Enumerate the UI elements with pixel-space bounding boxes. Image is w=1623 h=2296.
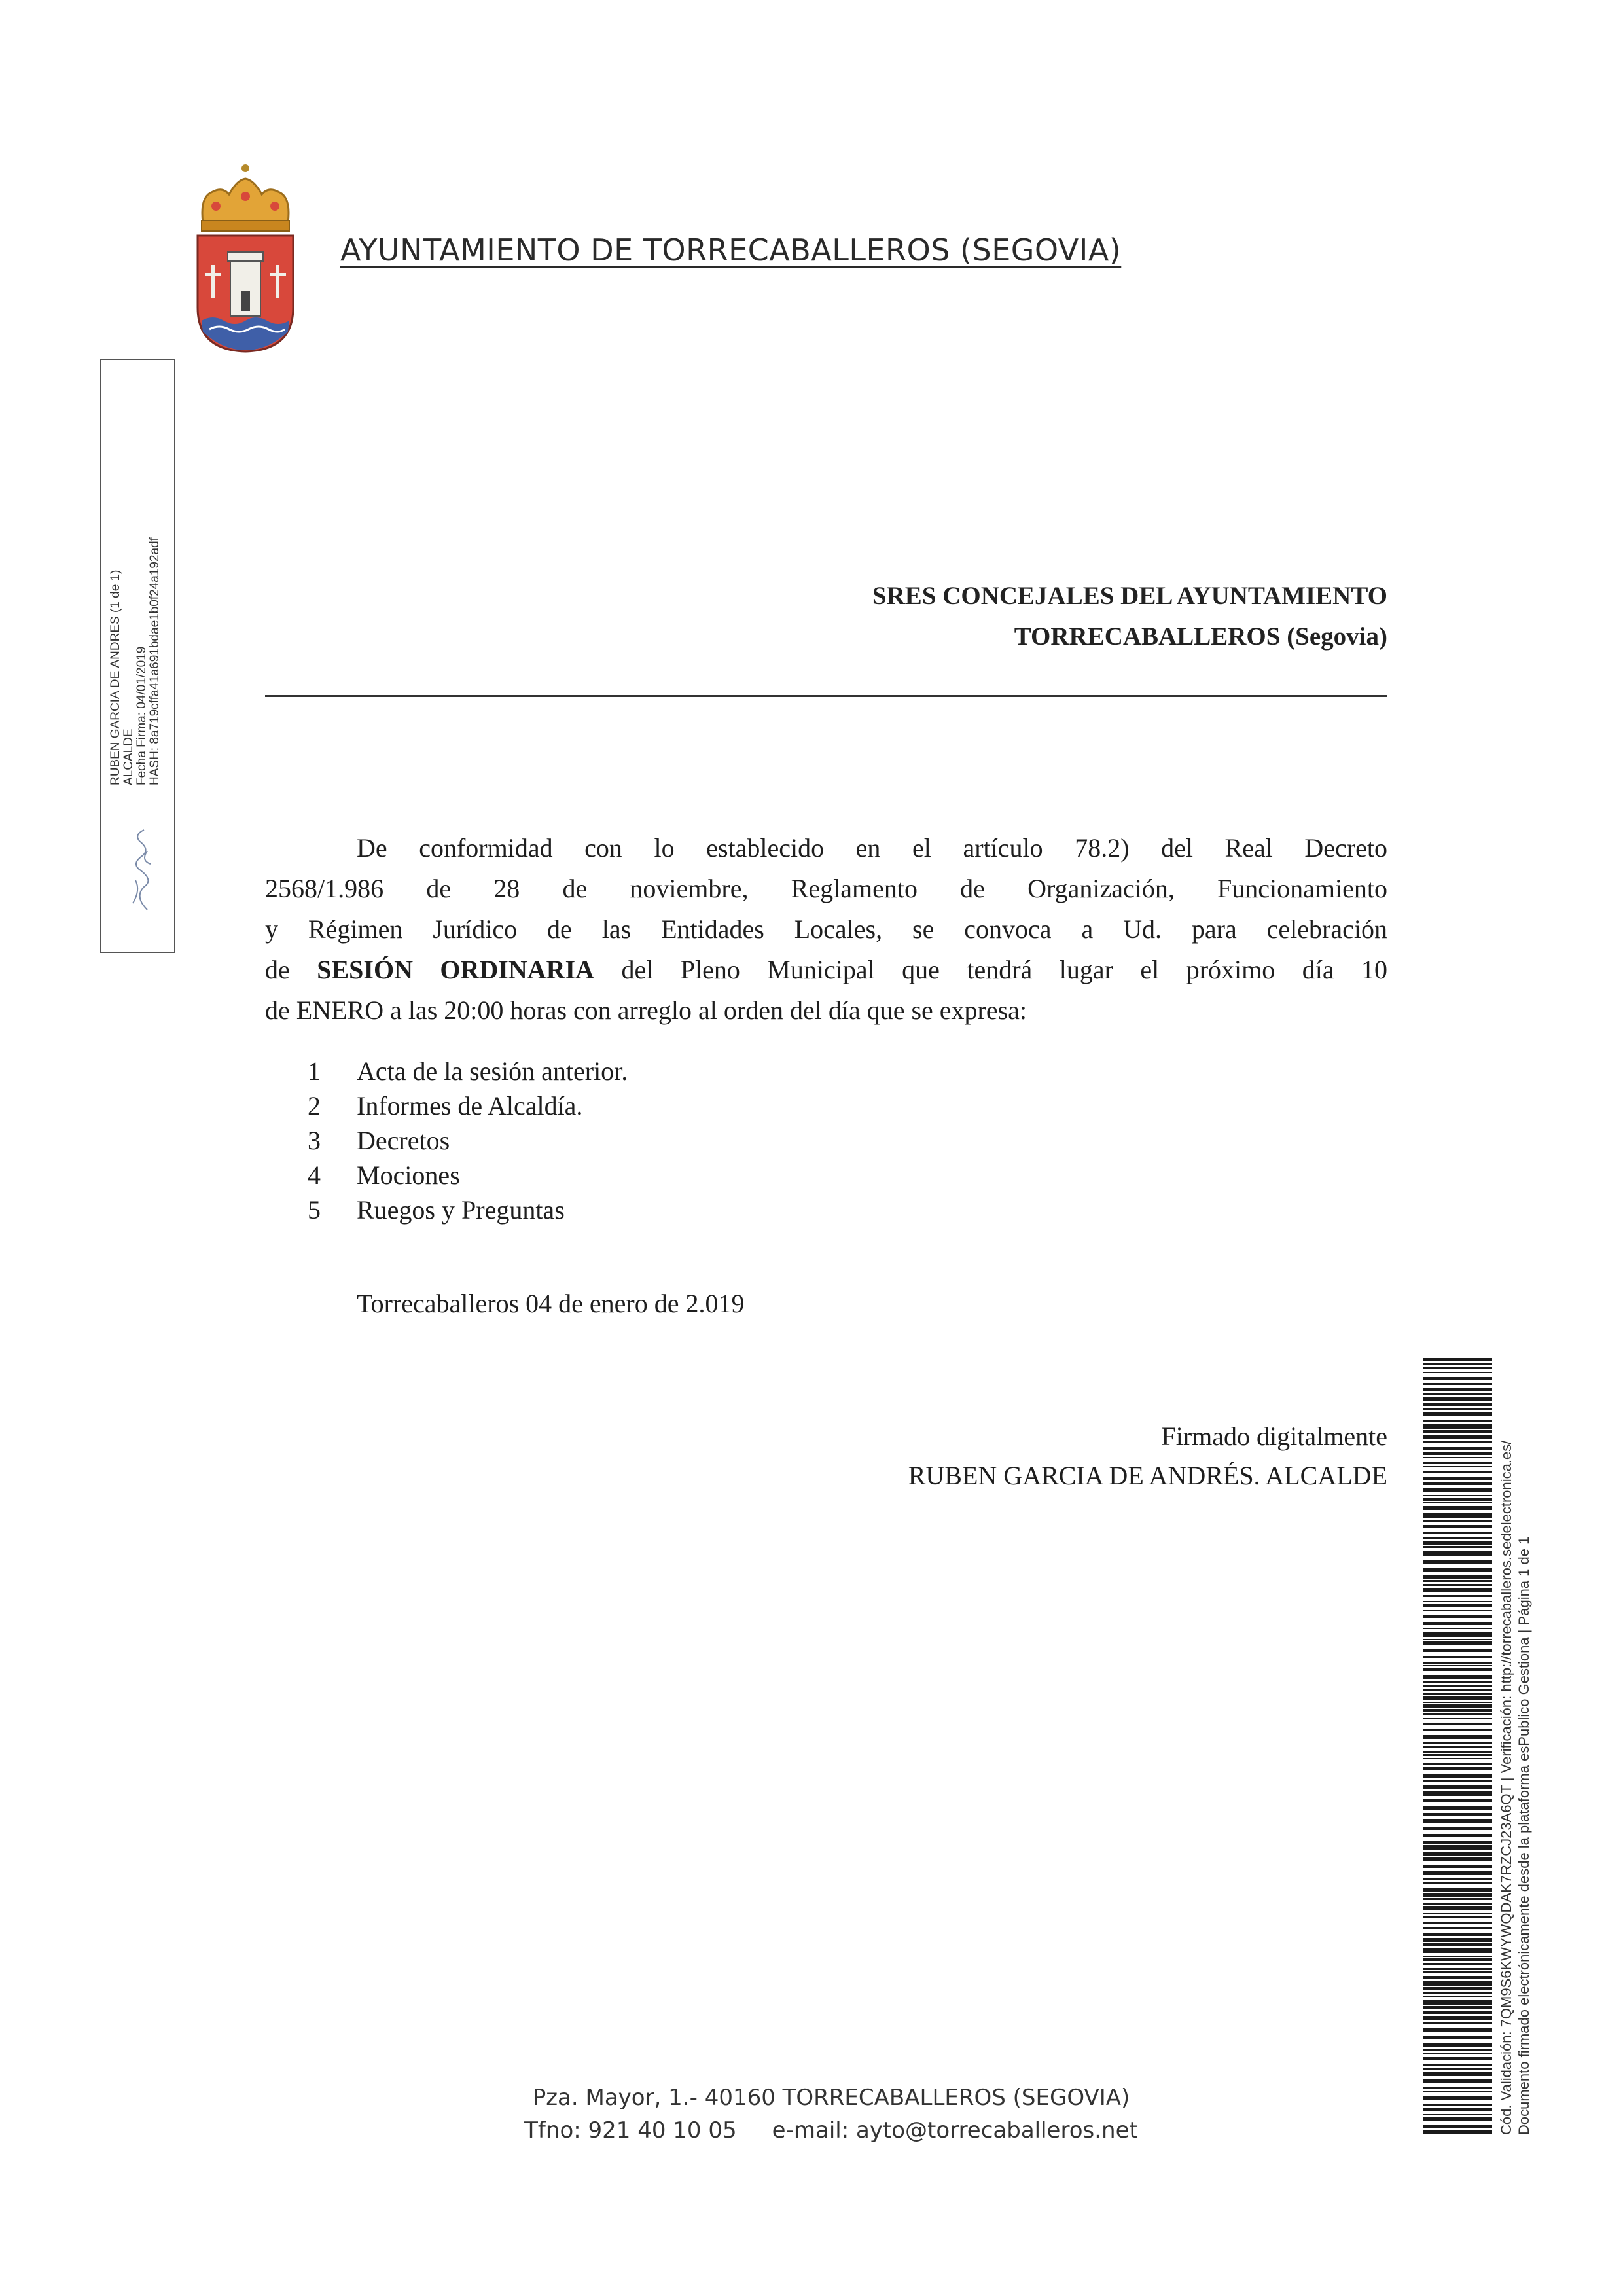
barcode-bar xyxy=(1423,1943,1492,1946)
barcode-bar xyxy=(1423,1971,1492,1973)
barcode-bar xyxy=(1423,2068,1492,2070)
barcode-bar xyxy=(1423,1791,1492,1796)
barcode-bar xyxy=(1423,1871,1492,1875)
footer-address: Pza. Mayor, 1.- 40160 TORRECABALLEROS (SEGOVIA) xyxy=(532,2085,1130,2111)
barcode-bar xyxy=(1423,1610,1492,1611)
barcode-bar xyxy=(1423,1956,1492,1957)
recipient-block xyxy=(872,576,1387,657)
barcode-bar xyxy=(1423,1898,1492,1900)
barcode-bar xyxy=(1423,1424,1492,1429)
barcode-bar xyxy=(1423,1689,1492,1691)
barcode-bar xyxy=(1423,1713,1492,1715)
barcode-bar xyxy=(1423,1735,1492,1739)
agenda-item xyxy=(308,1158,628,1193)
barcode-bar xyxy=(1423,1834,1492,1837)
barcode-bar xyxy=(1423,2053,1492,2054)
barcode-bar xyxy=(1423,1780,1492,1782)
handwritten-signature-icon xyxy=(121,825,160,916)
barcode-bar xyxy=(1423,2016,1492,2020)
barcode-bar xyxy=(1423,1560,1492,1564)
barcode-bar xyxy=(1423,1992,1492,1994)
footer-email: e-mail: ayto@torrecaballeros.net xyxy=(772,2117,1138,2144)
agenda-number: 5 xyxy=(308,1195,321,1225)
barcode-bar xyxy=(1423,1403,1492,1406)
validation-barcode-icon xyxy=(1423,1358,1492,2134)
barcode-bar xyxy=(1423,1685,1492,1687)
municipality-header: AYUNTAMIENTO DE TORRECABALLEROS (SEGOVIA) xyxy=(340,232,1122,268)
barcode-bar xyxy=(1423,1704,1492,1708)
stamp-text xyxy=(101,236,177,792)
barcode-bar xyxy=(1423,1408,1492,1410)
barcode-bar xyxy=(1423,1799,1492,1802)
barcode-bar xyxy=(1423,1457,1492,1458)
barcode-bar xyxy=(1423,1785,1492,1789)
barcode-bar xyxy=(1423,1639,1492,1640)
barcode-bar xyxy=(1423,1447,1492,1450)
barcode-bar xyxy=(1423,1632,1492,1637)
session-type: SESIÓN ORDINARIA xyxy=(317,955,594,984)
barcode-bar xyxy=(1423,1696,1492,1700)
body-line-4-pre: de xyxy=(265,955,290,984)
agenda-item xyxy=(308,1088,628,1123)
barcode-bar xyxy=(1423,1488,1492,1492)
signature-block xyxy=(908,1417,1387,1496)
barcode-bar xyxy=(1423,1649,1492,1652)
barcode-bar xyxy=(1423,2104,1492,2106)
footer xyxy=(484,2081,1178,2147)
barcode-bar xyxy=(1423,1813,1492,1816)
barcode-bar xyxy=(1423,1913,1492,1914)
barcode-bar xyxy=(1423,1495,1492,1496)
barcode-bar xyxy=(1423,2079,1492,2083)
barcode-bar xyxy=(1423,1888,1492,1892)
barcode-bar xyxy=(1423,1506,1492,1510)
barcode-bar xyxy=(1423,1541,1492,1545)
barcode-bar xyxy=(1423,1981,1492,1986)
barcode-bar xyxy=(1423,1412,1492,1416)
barcode-bar xyxy=(1423,1628,1492,1629)
barcode-bar xyxy=(1423,1767,1492,1770)
signature-line-2: RUBEN GARCIA DE ANDRÉS. ALCALDE xyxy=(908,1461,1387,1490)
barcode-bar xyxy=(1423,1452,1492,1455)
barcode-bar xyxy=(1423,1525,1492,1528)
barcode-bar xyxy=(1423,1595,1492,1597)
barcode-bar xyxy=(1423,2049,1492,2051)
barcode-bar xyxy=(1423,1420,1492,1422)
barcode-bar xyxy=(1423,1758,1492,1759)
barcode-bar xyxy=(1423,1751,1492,1753)
barcode-bar xyxy=(1423,1622,1492,1625)
barcode-bar xyxy=(1423,1568,1492,1572)
barcode-bar xyxy=(1423,1976,1492,1979)
stamp-line-signer: RUBEN GARCIA DE ANDRES (1 de 1) xyxy=(109,569,122,785)
body-line-4-post: del Pleno Municipal que tendrá lugar el próximo día 10 xyxy=(621,955,1388,984)
date-line: Torrecaballeros 04 de enero de 2.019 xyxy=(357,1289,745,1318)
barcode-bar xyxy=(1423,1656,1492,1658)
barcode-bar xyxy=(1423,2072,1492,2076)
recipient-line-1: SRES CONCEJALES DEL AYUNTAMIENTO xyxy=(872,582,1387,610)
barcode-bar xyxy=(1423,1922,1492,1924)
barcode-bar xyxy=(1423,1746,1492,1748)
barcode-bar xyxy=(1423,1584,1492,1586)
barcode-bar xyxy=(1423,1513,1492,1518)
barcode-bar xyxy=(1423,1933,1492,1936)
barcode-bar xyxy=(1423,1857,1492,1861)
agenda-text: Decretos xyxy=(357,1126,450,1155)
recipient-line-2: TORRECABALLEROS (Segovia) xyxy=(1014,622,1387,651)
barcode-bar xyxy=(1423,1845,1492,1850)
barcode-bar xyxy=(1423,1882,1492,1884)
agenda-number: 4 xyxy=(308,1160,321,1190)
agenda-number: 3 xyxy=(308,1126,321,1155)
barcode-bar xyxy=(1423,1615,1492,1618)
agenda-item xyxy=(308,1123,628,1158)
barcode-bar xyxy=(1423,1377,1492,1380)
body-line-3: y Régimen Jurídico de las Entidades Locales, se convoca a Ud. para celebración xyxy=(265,914,1387,944)
barcode-bar xyxy=(1423,1665,1492,1666)
barcode-bar xyxy=(1423,1430,1492,1433)
barcode-bar xyxy=(1423,1363,1492,1365)
barcode-bar xyxy=(1423,1742,1492,1744)
barcode-bar xyxy=(1423,2000,1492,2005)
barcode-bar xyxy=(1423,1723,1492,1725)
barcode-bar xyxy=(1423,1702,1492,1703)
barcode-bar xyxy=(1423,1852,1492,1856)
barcode-bar xyxy=(1423,1372,1492,1373)
barcode-bar xyxy=(1423,1604,1492,1607)
signature-line-1: Firmado digitalmente xyxy=(1161,1422,1387,1451)
barcode-bar xyxy=(1423,2117,1492,2121)
barcode-bar xyxy=(1423,2011,1492,2014)
barcode-bar xyxy=(1423,1893,1492,1897)
barcode-bar xyxy=(1423,2130,1492,2134)
barcode-bar xyxy=(1423,1948,1492,1953)
barcode-bar xyxy=(1423,1927,1492,1929)
barcode-bar xyxy=(1423,1987,1492,1990)
barcode-bar xyxy=(1423,2043,1492,2047)
barcode-bar xyxy=(1423,2087,1492,2089)
barcode-bar xyxy=(1423,2125,1492,2128)
barcode-bar xyxy=(1423,1551,1492,1556)
footer-phone: Tfno: 921 40 10 05 xyxy=(524,2117,737,2144)
barcode-bar xyxy=(1423,2036,1492,2039)
body-line-5: de ENERO a las 20:00 horas con arreglo al orden del día que se expresa: xyxy=(265,996,1027,1025)
barcode-bar xyxy=(1423,1466,1492,1467)
agenda-number: 1 xyxy=(308,1056,321,1086)
barcode-bar xyxy=(1423,1367,1492,1369)
barcode-bar xyxy=(1423,1641,1492,1645)
stamp-line-hash: HASH: 8a719cffa41a691bdae1b0f24a192adf xyxy=(148,537,162,785)
signature-stamp xyxy=(100,359,175,953)
barcode-bar xyxy=(1423,2096,1492,2100)
barcode-bar xyxy=(1423,2028,1492,2032)
agenda-text: Ruegos y Preguntas xyxy=(357,1195,565,1225)
barcode-bar xyxy=(1423,1482,1492,1485)
barcode-bar xyxy=(1423,1435,1492,1439)
barcode-bar xyxy=(1423,1774,1492,1778)
barcode-bar xyxy=(1423,1906,1492,1910)
barcode-bar xyxy=(1423,2057,1492,2060)
barcode-bar xyxy=(1423,1537,1492,1539)
barcode-bar xyxy=(1423,1662,1492,1664)
stamp-line-date: Fecha Firma: 04/01/2019 xyxy=(135,646,149,785)
barcode-bar xyxy=(1423,2022,1492,2024)
barcode-bar xyxy=(1423,1968,1492,1970)
agenda-list xyxy=(308,1054,628,1227)
barcode-bar xyxy=(1423,2006,1492,2009)
verification-text xyxy=(1497,1336,1556,2135)
barcode-bar xyxy=(1423,1693,1492,1695)
barcode-bar xyxy=(1423,1441,1492,1443)
barcode-bar xyxy=(1423,1675,1492,1679)
barcode-bar xyxy=(1423,1718,1492,1719)
barcode-bar xyxy=(1423,1477,1492,1480)
barcode-bar xyxy=(1423,2091,1492,2092)
barcode-bar xyxy=(1423,1806,1492,1810)
barcode-bar xyxy=(1423,1575,1492,1579)
body-line-4 xyxy=(265,950,1387,990)
barcode-bar xyxy=(1423,1462,1492,1464)
barcode-bar xyxy=(1423,1819,1492,1823)
barcode-bar xyxy=(1423,1588,1492,1592)
barcode-bar xyxy=(1423,1938,1492,1942)
horizontal-divider xyxy=(265,695,1387,697)
barcode-bar xyxy=(1423,1878,1492,1880)
barcode-bar xyxy=(1423,1668,1492,1671)
barcode-bar xyxy=(1423,1996,1492,1997)
agenda-item xyxy=(308,1193,628,1227)
barcode-bar xyxy=(1423,1383,1492,1385)
body-line-2: 2568/1.986 de 28 de noviembre, Reglamento de Organización, Funcionamiento xyxy=(265,874,1387,903)
barcode-bar xyxy=(1423,1498,1492,1501)
barcode-bar xyxy=(1423,1729,1492,1731)
barcode-bar xyxy=(1423,2114,1492,2115)
barcode-bar xyxy=(1423,2108,1492,2111)
barcode-bar xyxy=(1423,1865,1492,1868)
barcode-bar xyxy=(1423,1681,1492,1683)
barcode-bar xyxy=(1423,1709,1492,1712)
barcode-bar xyxy=(1423,1580,1492,1582)
barcode-bar xyxy=(1423,1532,1492,1534)
agenda-number: 2 xyxy=(308,1091,321,1121)
barcode-bar xyxy=(1423,1903,1492,1905)
stamp-line-role: ALCALDE xyxy=(122,728,135,785)
agenda-text: Acta de la sesión anterior. xyxy=(357,1056,628,1086)
barcode-bar xyxy=(1423,1916,1492,1918)
barcode-bar xyxy=(1423,1393,1492,1395)
barcode-bar xyxy=(1423,1763,1492,1765)
barcode-bar xyxy=(1423,1827,1492,1830)
barcode-bar xyxy=(1423,1958,1492,1961)
barcode-bar xyxy=(1423,1397,1492,1401)
barcode-bar xyxy=(1423,1502,1492,1503)
barcode-bar xyxy=(1423,1388,1492,1391)
body-line-1: De conformidad con lo establecido en el artículo 78.2) del Real Decreto xyxy=(357,833,1387,863)
barcode-bar xyxy=(1423,1963,1492,1965)
agenda-text: Mociones xyxy=(357,1160,460,1190)
barcode-bar xyxy=(1423,1520,1492,1522)
footer-contact xyxy=(484,2114,1178,2147)
agenda-text: Informes de Alcaldía. xyxy=(357,1091,583,1121)
barcode-bar xyxy=(1423,1471,1492,1473)
verification-line-1: Cód. Validación: 7QM9S6KWYWQDAK7RZCJ23A6QT | Verificación: http://torrecaballeros.sedelectronica.es/ xyxy=(1498,1440,1514,2135)
barcode-bar xyxy=(1423,1546,1492,1548)
convocation-paragraph xyxy=(265,828,1387,1031)
barcode-bar xyxy=(1423,1358,1492,1361)
coat-of-arms-icon xyxy=(190,160,301,357)
barcode-bar xyxy=(1423,1841,1492,1844)
barcode-bar xyxy=(1423,2064,1492,2066)
agenda-item xyxy=(308,1054,628,1088)
verification-line-2: Documento firmado electrónicamente desde la plataforma esPublico Gestiona | Página 1 de 1 xyxy=(1516,1536,1532,2135)
barcode-bar xyxy=(1423,1754,1492,1756)
barcode-bar xyxy=(1423,1601,1492,1602)
